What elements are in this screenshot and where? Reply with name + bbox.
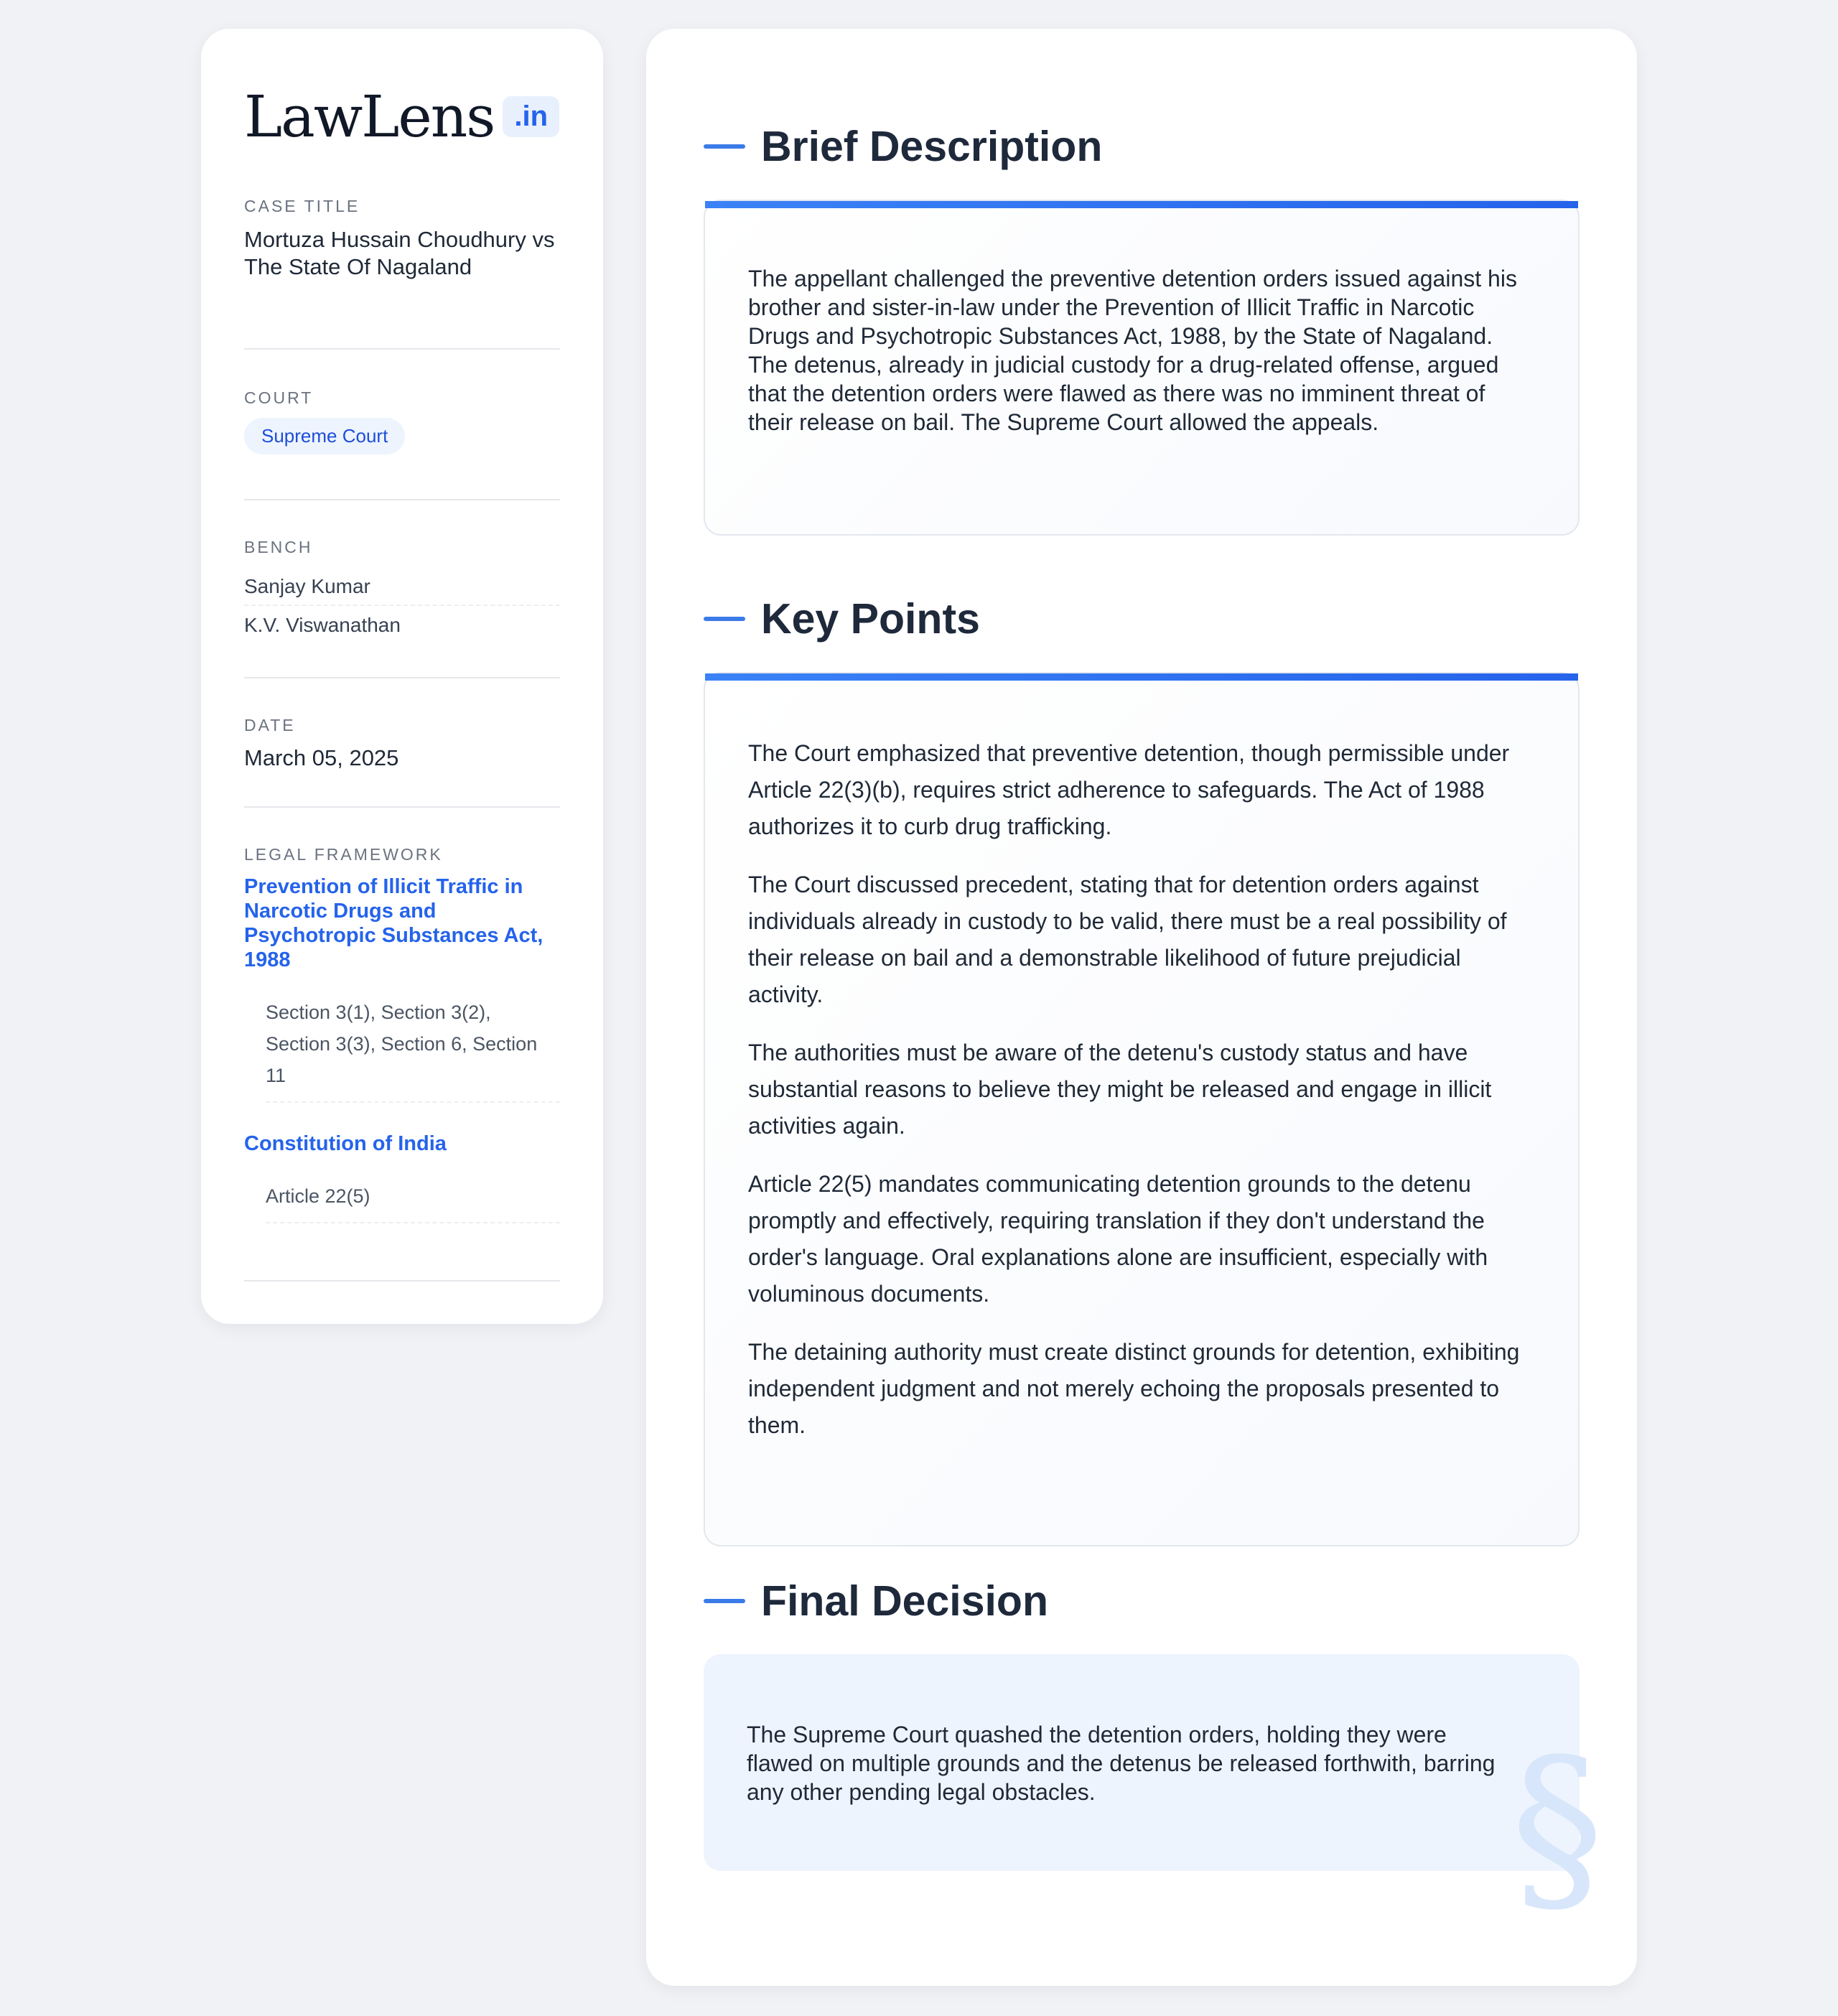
case-info-sidebar: [201, 29, 603, 1324]
final-decision-title: Final Decision: [761, 1577, 1048, 1625]
card-accent-bar: [705, 201, 1578, 208]
bench-judge: Sanjay Kumar: [244, 567, 560, 606]
date-value: March 05, 2025: [244, 745, 399, 770]
section-symbol-watermark-icon: §: [1511, 1719, 1604, 1936]
legal-framework-label: LEGAL FRAMEWORK: [244, 845, 443, 864]
final-decision-text: The Supreme Court quashed the detention orders, holding they were flawed on multiple grounds and the detenus be released forthwith, barring any other pending legal obstacles.: [747, 1722, 1496, 1805]
key-point-item: The Court discussed precedent, stating that for detention orders against individuals already in custody to be valid, there must be a real possibility of their release on bail and a demonstrable likelihood of future prejudicial activity.: [748, 872, 1507, 1007]
case-summary-panel: [646, 29, 1637, 1986]
act-title-constitution[interactable]: Constitution of India: [244, 1132, 447, 1155]
key-point-item: Article 22(5) mandates communicating detention grounds to the detenu promptly and effectively, requiring translation if they don't understand the order's language. Oral explanations alone are insufficient, especially with voluminous documents.: [748, 1171, 1488, 1307]
key-point-item: The detaining authority must create distinct grounds for detention, exhibiting independent judgment and not merely echoing the proposals presented to them.: [748, 1339, 1520, 1438]
key-points-title: Key Points: [761, 595, 980, 643]
case-title-value: Mortuza Hussain Choudhury vs The State Of Nagaland: [244, 227, 555, 279]
key-point-item: The authorities must be aware of the detenu's custody status and have substantial reasons to believe they might be released and engage in illicit activities again.: [748, 1040, 1492, 1139]
brief-description-text: The appellant challenged the preventive detention orders issued against his brother and sister-in-law under the Prevention of Illicit Traffic in Narcotic Drugs and Psychotropic Substances Act, 1988, by the State of Nagaland. The detenus, already in judicial custody for a drug-related offense, argued that the detention orders were flawed as there was no imminent threat of their release on bail. The Supreme Court allowed the appeals.: [748, 266, 1517, 435]
brief-description-heading: [704, 118, 1102, 175]
brand-logo[interactable]: [244, 80, 560, 152]
card-accent-bar: [705, 673, 1578, 681]
heading-accent-dash: [704, 617, 745, 621]
date-label: DATE: [244, 716, 296, 734]
date-section: [244, 678, 560, 808]
case-title-section: [244, 195, 560, 350]
brief-description-title: Brief Description: [761, 123, 1103, 170]
brand-name: LawLens: [244, 83, 495, 150]
act-sections-constitution: Article 22(5): [266, 1180, 560, 1223]
court-section: [244, 350, 560, 500]
act-title-ndps[interactable]: Prevention of Illicit Traffic in Narcotic Drugs and Psychotropic Substances Act, 1988: [244, 875, 544, 971]
bench-section: [244, 500, 560, 678]
heading-accent-dash: [704, 144, 745, 149]
brief-description-card: [704, 200, 1580, 536]
court-badge: Supreme Court: [244, 418, 405, 454]
brand-tld-badge: .in: [503, 96, 559, 137]
key-points-list: [748, 735, 1535, 1465]
key-point-item: The Court emphasized that preventive detention, though permissible under Article 22(3)(b), requires strict adherence to safeguards. The Act of 1988 authorizes it to curb drug trafficking.: [748, 740, 1510, 839]
court-label: COURT: [244, 388, 314, 407]
act-sections-ndps: Section 3(1), Section 3(2), Section 3(3), Section 6, Section 11: [266, 997, 560, 1103]
heading-accent-dash: [704, 1599, 745, 1603]
bench-judge: K.V. Viswanathan: [244, 614, 401, 636]
key-points-heading: [704, 590, 980, 648]
key-points-card: [704, 672, 1580, 1546]
case-title-label: CASE TITLE: [244, 197, 360, 215]
final-decision-heading: [704, 1572, 1048, 1630]
final-decision-card: [704, 1654, 1604, 1936]
legal-framework-section: [244, 808, 560, 1282]
bench-label: BENCH: [244, 538, 313, 556]
